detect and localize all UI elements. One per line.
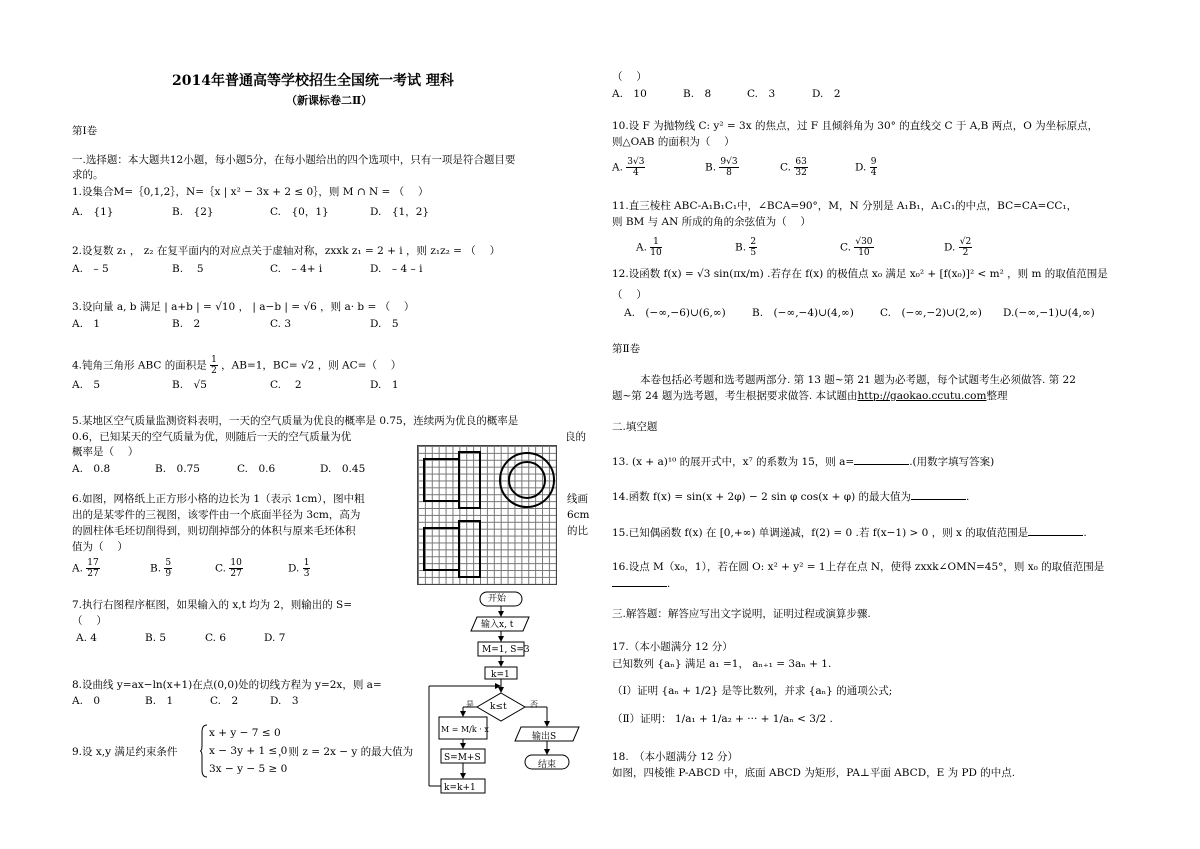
section-1-heading-cont: 求的。 bbox=[72, 169, 104, 181]
q10-option-d: D. $\frac{9}{4}$ bbox=[855, 157, 877, 178]
q9-option-d: D. 2 bbox=[812, 88, 841, 100]
q6-line-1: 6.如图，网格纸上正方形小格的边长为 1（表示 1cm），图中粗 bbox=[72, 493, 365, 505]
q1-option-c: C. {0，1} bbox=[270, 206, 329, 218]
flow-s-step: S=M+S bbox=[444, 753, 481, 763]
q8-stem: 8.设曲线 y=ax−ln(x+1)在点(0,0)处的切线方程为 y=2x，则 a= bbox=[72, 679, 382, 691]
q3-option-d: D. 5 bbox=[370, 318, 399, 330]
flow-condition: k≤t bbox=[490, 702, 507, 712]
q6-option-b: B. $\frac{5}{9}$ bbox=[150, 558, 172, 579]
q2-stem: 2.设复数 z₁ ， z₂ 在复平面内的对应点关于虚轴对称，zxxk z₁ = 2 + i ，则 z₁z₂ = （ ） bbox=[72, 245, 501, 257]
q6-line-1-right: 线画 bbox=[567, 493, 588, 505]
q4-option-b: B. √5 bbox=[172, 379, 207, 391]
page-title: 2014年普通高等学校招生全国统一考试 理科 bbox=[172, 73, 454, 89]
q15: 15.已知偶函数 f(x) 在 [0,+∞) 单调递减，f(2) = 0 .若 f(x−1) > 0 ，则 x 的取值范围是 . bbox=[612, 527, 1087, 539]
q16-answer-blank[interactable] bbox=[612, 576, 667, 587]
q6-line-3: 的圆柱体毛坯切削得到，则切削掉部分的体积与原来毛坯体积 bbox=[72, 525, 356, 537]
q5-line-1: 5.某地区空气质量监测资料表明，一天的空气质量为优良的概率是 0.75，连续两为优良的概率是 bbox=[72, 415, 519, 427]
q18-text: 如图，四棱锥 P-ABCD 中，底面 ABCD 为矩形，PA⊥平面 ABCD，E 为 PD 的中点. bbox=[612, 767, 1016, 779]
q7-option-b: B. 5 bbox=[145, 632, 167, 644]
q11-option-c: C. $\frac{√30}{10}$ bbox=[840, 237, 873, 258]
part-1-label: 第Ⅰ卷 bbox=[72, 125, 98, 137]
flow-k1: k=1 bbox=[491, 670, 510, 680]
q6-option-c: C. $\frac{10}{27}$ bbox=[215, 558, 242, 579]
part-2-label: 第Ⅱ卷 bbox=[612, 343, 641, 355]
q2-option-b: B. 5 bbox=[172, 263, 204, 275]
q14: 14.函数 f(x) = sin(x + 2φ) − 2 sin φ cos(x + φ) 的最大值为 . bbox=[612, 491, 970, 503]
q12-option-d: D.(−∞,−1)∪(4,∞) bbox=[1003, 307, 1095, 319]
flow-end: 结束 bbox=[538, 760, 557, 770]
flow-init: M=1, S=3 bbox=[482, 645, 530, 655]
q12-option-b: B. (−∞,−4)∪(4,∞) bbox=[752, 307, 854, 319]
section-2-heading: 二.填空题 bbox=[612, 421, 658, 433]
q8-option-d: D. 3 bbox=[270, 695, 299, 707]
q11-option-d: D. $\frac{√2}{2}$ bbox=[944, 237, 972, 258]
q14-answer-blank[interactable] bbox=[911, 489, 966, 500]
q7-option-c: C. 6 bbox=[205, 632, 227, 644]
q10-option-c: C. $\frac{63}{32}$ bbox=[780, 157, 807, 178]
flow-output: 输出S bbox=[532, 732, 557, 742]
q4-fraction: $\frac{1}{2}$ bbox=[211, 355, 217, 376]
q1-option-a: A. {1} bbox=[72, 206, 114, 218]
q9-paren: （ ） bbox=[612, 71, 647, 83]
q5-option-b: B. 0.75 bbox=[155, 463, 200, 475]
q3-option-b: B. 2 bbox=[172, 318, 201, 330]
q3-stem: 3.设向量 a, b 满足 | a+b | = √10 ， | a−b | = √6 ，则 a· b = （ ） bbox=[72, 301, 415, 313]
q8-option-c: C. 2 bbox=[210, 695, 239, 707]
q9-constraint-1: x + y − 7 ≤ 0 bbox=[209, 727, 281, 739]
q4-option-c: C. 2 bbox=[270, 379, 302, 391]
q6-option-a: A. $\frac{17}{27}$ bbox=[72, 558, 99, 579]
q2-option-d: D. – 4 – i bbox=[370, 263, 423, 275]
section-1-heading: 一.选择题：本大题共12小题，每小题5分，在每小题给出的四个选项中，只有一项是符合题目要 bbox=[72, 154, 516, 166]
flow-k-step: k=k+1 bbox=[444, 783, 476, 793]
part-2-intro-1: 本卷包括必考题和选考题两部分. 第 13 题~第 21 题为必考题，每个试题考生必须做答. 第 22 bbox=[640, 374, 1076, 386]
q9-option-b: B. 8 bbox=[683, 88, 712, 100]
q3-option-c: C. 3 bbox=[270, 318, 292, 330]
q16: 16.设点 M（x₀，1），若在圆 O: x² + y² = 1上存在点 N，使得 zxxk∠OMN=45°，则 x₀ 的取值范围是 bbox=[612, 561, 1105, 573]
q12-line-2: （ ） bbox=[612, 289, 647, 301]
q1-stem: 1.设集合M=｛0,1,2｝，N=｛x | x² − 3x + 2 ≤ 0｝，则 M ∩ N = （ ） bbox=[72, 186, 429, 198]
q6-line-2-right: 6cm bbox=[567, 509, 590, 521]
source-link[interactable]: http://gaokao.ccutu.com bbox=[857, 390, 987, 402]
q4-stem-a: 4.钝角三角形 ABC 的面积是 bbox=[72, 359, 207, 372]
q12-line-1: 12.设函数 f(x) = √3 sin(πx/m) .若存在 f(x) 的极值点 x₀ 满足 x₀² + [f(x₀)]² < m² ，则 m 的取值范围是 bbox=[612, 268, 1108, 280]
q12-option-a: A. (−∞,−6)∪(6,∞) bbox=[624, 307, 726, 319]
q5-option-a: A. 0.8 bbox=[72, 463, 111, 475]
q9-option-a: A. 10 bbox=[612, 88, 647, 100]
q11-option-a: A. $\frac{1}{10}$ bbox=[636, 237, 662, 258]
section-3-heading: 三.解答题：解答应写出文字说明，证明过程或演算步骤. bbox=[612, 608, 871, 620]
q5-option-c: C. 0.6 bbox=[237, 463, 276, 475]
q6-option-d: D. $\frac{1}{3}$ bbox=[288, 558, 310, 579]
q9-stem: 9.设 x,y 满足约束条件 bbox=[72, 746, 178, 758]
three-view-drawing bbox=[417, 445, 557, 585]
part-2-intro-2: 题~第 24 题为选考题，考生根据要求做答. 本试题由http://gaokao.ccutu.com整理 bbox=[612, 390, 1008, 402]
q5-line-2-right: 良的 bbox=[565, 431, 586, 443]
q11-line-2: 则 BM 与 AN 所成的角的余弦值为（ ） bbox=[612, 216, 811, 228]
q9-brace bbox=[200, 724, 208, 778]
page-subtitle: （新课标卷二Ⅱ） bbox=[286, 94, 373, 107]
q17-part-2: （Ⅱ）证明： 1/a₁ + 1/a₂ + ··· + 1/aₙ < 3/2 . bbox=[612, 713, 833, 725]
q10-option-b: B. $\frac{9√3}{8}$ bbox=[705, 157, 738, 178]
q7-line-1: 7.执行右图程序框图，如果输入的 x,t 均为 2，则输出的 S= bbox=[72, 599, 353, 611]
q7-option-d: D. 7 bbox=[264, 632, 286, 644]
q10-option-a: A. $\frac{3√3}{4}$ bbox=[612, 157, 645, 178]
q6-line-2: 出的是某零件的三视图，该零件由一个底面半径为 3cm，高为 bbox=[72, 509, 361, 521]
flow-no: 否 bbox=[530, 700, 538, 709]
flow-start: 开始 bbox=[488, 594, 507, 604]
q17-part-1: （Ⅰ）证明 {aₙ + 1/2} 是等比数列，并求 {aₙ} 的通项公式; bbox=[612, 685, 893, 697]
q13-answer-blank[interactable] bbox=[854, 454, 909, 465]
flow-m-step: M = M/k · x bbox=[441, 725, 489, 734]
flow-input: 输入x, t bbox=[481, 620, 514, 630]
q15-answer-blank[interactable] bbox=[1028, 525, 1083, 536]
q10-line-1: 10.设 F 为抛物线 C: y² = 3x 的焦点，过 F 且倾斜角为 30° 的直线交 C 于 A,B 两点，O 为坐标原点， bbox=[612, 120, 1099, 132]
q11-line-1: 11.直三棱柱 ABC-A₁B₁C₁中，∠BCA=90°，M，N 分别是 A₁B₁，A₁C₁的中点，BC=CA=CC₁， bbox=[612, 200, 1078, 212]
q2-option-a: A. – 5 bbox=[72, 263, 109, 275]
q9-constraint-3: 3x − y − 5 ≥ 0 bbox=[209, 763, 288, 775]
q1-option-b: B. {2} bbox=[172, 206, 214, 218]
q16-answer: . bbox=[612, 576, 670, 592]
q6-line-3-right: 的比 bbox=[567, 525, 588, 537]
q4-stem bbox=[72, 355, 401, 376]
q13: 13. (x + a)¹⁰ 的展开式中，x⁷ 的系数为 15，则 a= .(用数字填写答案) bbox=[612, 456, 995, 468]
q8-option-b: B. 1 bbox=[145, 695, 174, 707]
q17-given: 已知数列 {aₙ} 满足 a₁ =1， aₙ₊₁ = 3aₙ + 1. bbox=[612, 658, 832, 670]
q9-tail: ，则 z = 2x − y 的最大值为 bbox=[278, 746, 414, 758]
q7-option-a: A. 4 bbox=[76, 632, 97, 644]
q3-option-a: A. 1 bbox=[72, 318, 101, 330]
q2-option-c: C. – 4+ i bbox=[270, 263, 323, 275]
q5-line-2: 0.6，已知某天的空气质量为优，则随后一天的空气质量为优 bbox=[72, 431, 352, 443]
flow-yes: 是 bbox=[466, 700, 474, 709]
q11-option-b: B. $\frac{2}{5}$ bbox=[735, 237, 757, 258]
q9-constraint-2: x − 3y + 1 ≤ 0 bbox=[209, 745, 288, 757]
q18-heading: 18. （本小题满分 12 分） bbox=[612, 751, 738, 763]
q5-option-d: D. 0.45 bbox=[320, 463, 366, 475]
q5-line-3: 概率是（ ） bbox=[72, 446, 139, 458]
q12-option-c: C. (−∞,−2)∪(2,∞) bbox=[880, 307, 982, 319]
q1-option-d: D. {1，2} bbox=[370, 206, 430, 218]
q9-option-c: C. 3 bbox=[747, 88, 776, 100]
q17-heading: 17.（本小题满分 12 分） bbox=[612, 641, 733, 653]
q4-option-a: A. 5 bbox=[72, 379, 101, 391]
q7-line-2: （ ） bbox=[72, 615, 107, 627]
q6-line-4: 值为（ ） bbox=[72, 541, 128, 553]
q4-stem-b: ，AB=1，BC= √2 ，则 AC=（ ） bbox=[221, 359, 402, 372]
q10-line-2: 则△OAB 的面积为（ ） bbox=[612, 136, 735, 148]
q8-option-a: A. 0 bbox=[72, 695, 101, 707]
q4-option-d: D. 1 bbox=[370, 379, 399, 391]
